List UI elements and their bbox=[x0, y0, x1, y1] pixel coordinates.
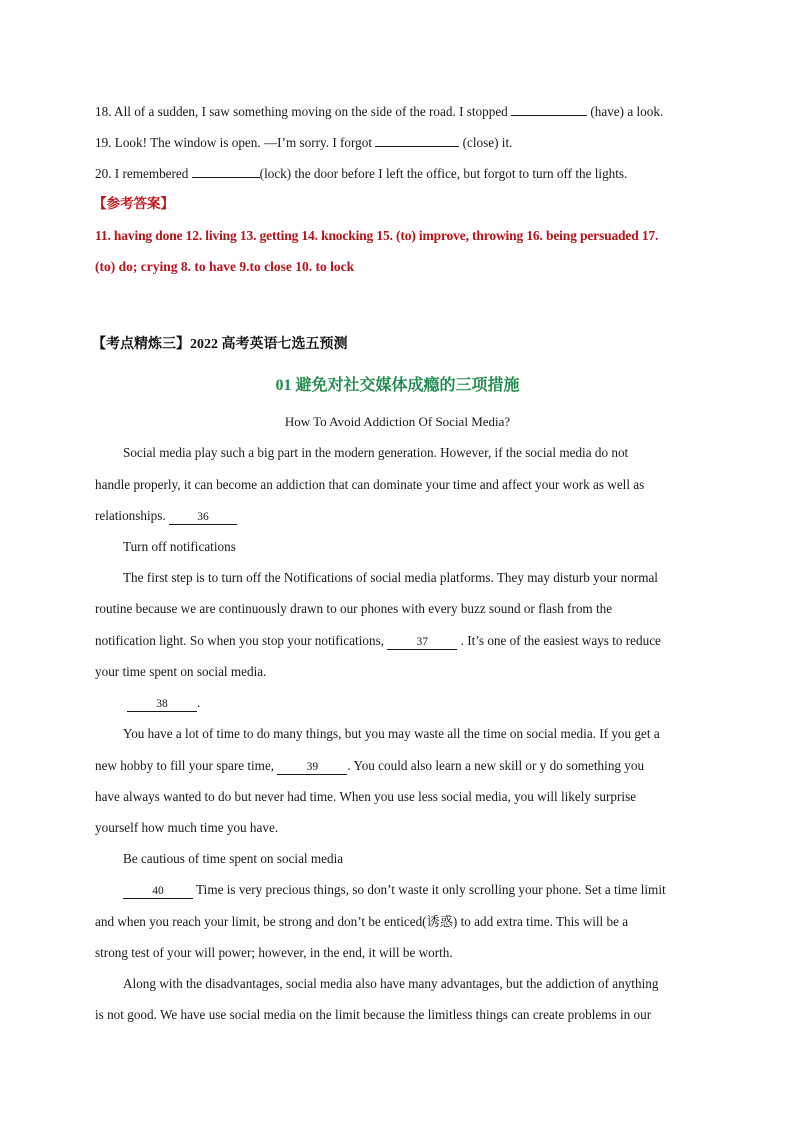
paragraph-4-line-3: strong test of your will power; however, in the end, it will be worth. bbox=[95, 945, 453, 960]
question-20 bbox=[95, 164, 627, 183]
answer-key-line-2: (to) do; crying 8. to have 9.to close 10. to lock bbox=[95, 259, 355, 274]
subheading-be-cautious: Be cautious of time spent on social media bbox=[123, 851, 344, 866]
question-20-text: 20. I remembered bbox=[95, 166, 192, 181]
answer-blank-40[interactable]: 40 bbox=[123, 885, 193, 899]
answer-key-tag: 【参考答案】 bbox=[93, 196, 174, 211]
paragraph-2-line-3 bbox=[95, 632, 661, 650]
question-18-text: 18. All of a sudden, I saw something moving on the side of the road. I stopped bbox=[95, 104, 512, 119]
paragraph-2-text-before: notification light. So when you stop your notifications, bbox=[95, 633, 388, 648]
answer-blank-19[interactable] bbox=[375, 133, 459, 147]
answer-blank-38[interactable]: 38 bbox=[127, 698, 197, 712]
subheading-blank-38 bbox=[127, 694, 200, 712]
question-18-hint: (have) a look. bbox=[587, 104, 664, 119]
paragraph-5-line-2: is not good. We have use social media on the limit because the limitless things can create problems in our bbox=[95, 1007, 652, 1022]
paragraph-1-line-3 bbox=[95, 507, 237, 525]
paragraph-1-line-1: Social media play such a big part in the modern generation. However, if the social media do not bbox=[123, 445, 629, 460]
answer-blank-18[interactable] bbox=[511, 102, 587, 116]
question-18 bbox=[95, 102, 663, 121]
paragraph-2-line-2: routine because we are continuously drawn to our phones with every buzz sound or flash from the bbox=[95, 601, 613, 616]
paragraph-2-line-1: The first step is to turn off the Notifications of social media platforms. They may disturb your normal bbox=[123, 570, 658, 585]
question-20-hint: (lock) the door before I left the office, but forgot to turn off the lights. bbox=[259, 166, 628, 181]
answer-blank-39[interactable]: 39 bbox=[277, 761, 347, 775]
paragraph-3-text-after: . You could also learn a new skill or y do something you bbox=[347, 758, 645, 773]
paragraph-5-line-1: Along with the disadvantages, social media also have many advantages, but the addiction of anything bbox=[123, 976, 659, 991]
paragraph-2-text-after: . It’s one of the easiest ways to reduce bbox=[457, 633, 661, 648]
subheading-notifications: Turn off notifications bbox=[123, 539, 236, 554]
answer-blank-20[interactable] bbox=[192, 164, 260, 178]
paragraph-2-line-4: your time spent on social media. bbox=[95, 664, 267, 679]
paragraph-3-line-3: have always wanted to do but never had time. When you use less social media, you will likely surprise bbox=[95, 789, 637, 804]
question-19 bbox=[95, 133, 512, 152]
question-19-hint: (close) it. bbox=[459, 135, 513, 150]
paragraph-1-line-2: handle properly, it can become an addiction that can dominate your time and affect your work as well as bbox=[95, 477, 645, 492]
answer-key-label bbox=[93, 195, 174, 213]
paragraph-4-text: Time is very precious things, so don’t waste it only scrolling your phone. Set a time limit bbox=[193, 882, 666, 897]
answer-blank-37[interactable]: 37 bbox=[387, 636, 457, 650]
paragraph-3-text-before: new hobby to fill your spare time, bbox=[95, 758, 278, 773]
paragraph-1-text: relationships. bbox=[95, 508, 169, 523]
paragraph-3-line-1: You have a lot of time to do many things, but you may waste all the time on social media. If you get a bbox=[123, 726, 660, 741]
paragraph-4-line-1 bbox=[123, 881, 666, 899]
article-subtitle: How To Avoid Addiction Of Social Media? bbox=[284, 414, 511, 429]
paragraph-3-line-4: yourself how much time you have. bbox=[95, 820, 279, 835]
answer-key-line-1: 11. having done 12. living 13. getting 14. knocking 15. (to) improve, throwing 16. being persuaded 17. bbox=[95, 228, 659, 243]
section-title: 【考点精炼三】2022 高考英语七选五预测 bbox=[92, 337, 348, 352]
answer-blank-36[interactable]: 36 bbox=[169, 511, 237, 525]
subheading-38-period: . bbox=[197, 695, 201, 710]
question-19-text: 19. Look! The window is open. —I’m sorry. I forgot bbox=[95, 135, 376, 150]
paragraph-4-line-2: and when you reach your limit, be strong and don’t be enticed(诱惑) to add extra time. This will be a bbox=[95, 914, 629, 929]
article-heading: 01 避免对社交媒体成瘾的三项措施 bbox=[275, 377, 520, 394]
paragraph-3-line-2 bbox=[95, 757, 644, 775]
